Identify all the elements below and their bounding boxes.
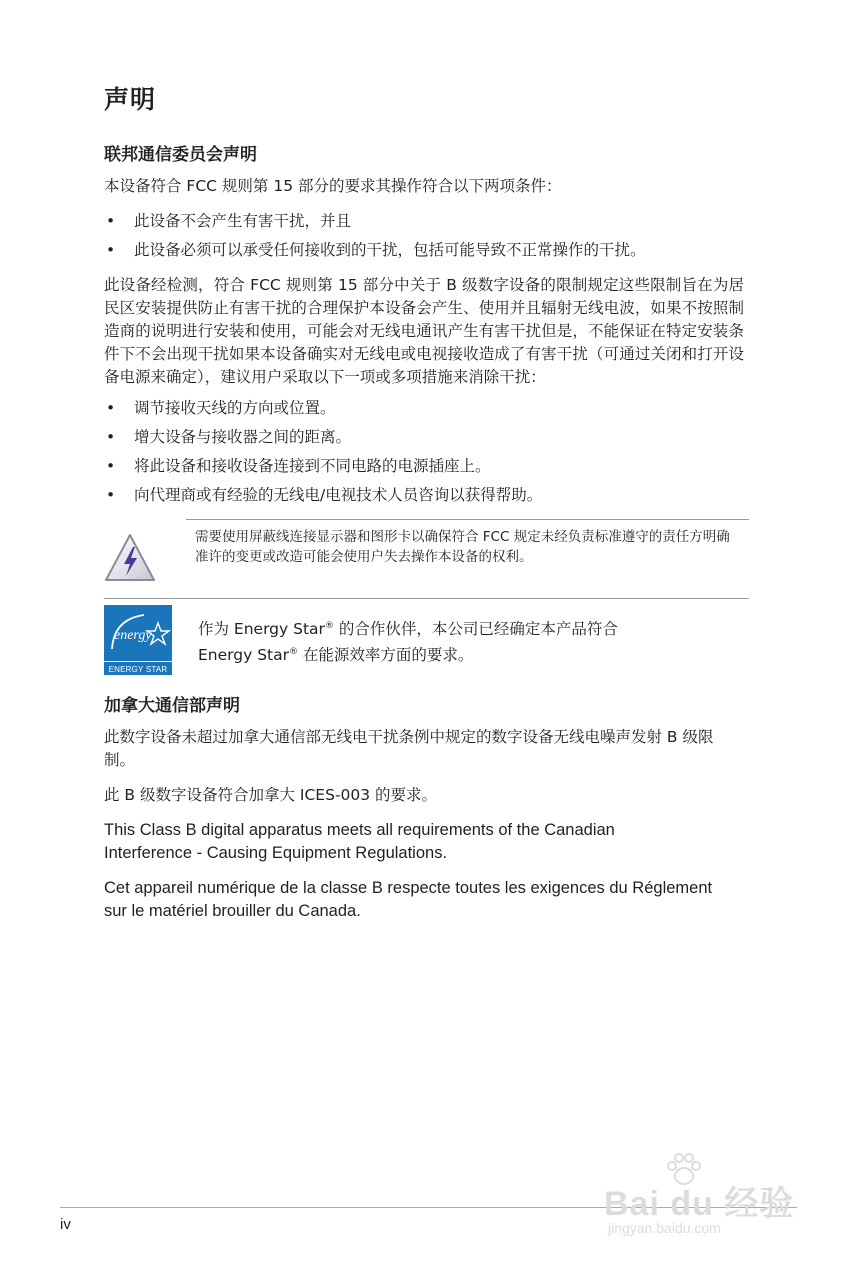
- fcc-measures-list: [104, 397, 744, 507]
- watermark: [604, 1152, 804, 1252]
- list-item: • 向代理商或有经验的无线电/电视技术人员咨询以获得帮助。: [104, 484, 744, 507]
- list-item: • 将此设备和接收设备连接到不同电路的电源插座上。: [104, 455, 744, 478]
- energy-star-line1-rest: 的合作伙伴，本公司已经确定本产品符合: [333, 620, 618, 639]
- divider: [104, 598, 749, 599]
- canada-paragraph-en: This Class B digital apparatus meets all requirements of the Canadian Interference - Causing Equipment Regulations.: [104, 821, 615, 862]
- list-item: • 此设备不会产生有害干扰，并且: [104, 210, 744, 233]
- energy-star-logo-label: ENERGY STAR: [108, 665, 168, 674]
- energy-star-line2: Energy Star: [198, 646, 289, 665]
- list-item: • 此设备必须可以承受任何接收到的干扰，包括可能导致不正常操作的干扰。: [104, 239, 694, 262]
- warning-icon: [104, 533, 156, 587]
- registered-mark: ®: [288, 647, 298, 658]
- svg-text:energy: energy: [114, 628, 152, 643]
- energy-star-line1: 作为 Energy Star: [198, 620, 325, 639]
- list-item: • 调节接收天线的方向或位置。: [104, 397, 744, 420]
- energy-star-text: [198, 615, 618, 667]
- fcc-paragraph: 此设备经检测，符合 FCC 规则第 15 部分中关于 B 级数字设备的限制规定这些限制旨在为居民区安装提供防止有害干扰的合理保护本设备会产生、使用并且辐射无线电波，如果不按照制造商的说明进行安装和使用，可能会对无线电通讯产生有害干扰但是，不能保证在特定安装条件下不会出现干扰如果本设备确实对无线电或电视接收造成了有害干扰（可通过关闭和打开设备电源来确定），建议用户采取以下一项或多项措施来消除干扰：: [104, 276, 744, 386]
- canada-paragraph-2: 此 B 级数字设备符合加拿大 ICES-003 的要求。: [104, 786, 438, 804]
- watermark-url: jingyan.baidu.com: [608, 1220, 721, 1236]
- page-title: 声明: [104, 85, 157, 114]
- canada-paragraph-fr: Cet appareil numérique de la classe B respecte toutes les exigences du Réglement sur le matériel brouiller du Canada.: [104, 879, 713, 920]
- energy-star-logo: [104, 605, 172, 675]
- warning-text: 需要使用屏蔽线连接显示器和图形卡以确保符合 FCC 规定未经负责标准遵守的责任方明确准许的变更或改造可能会使用户失去操作本设备的权利。: [195, 529, 730, 565]
- energy-star-section: [104, 603, 744, 677]
- canada-heading: 加拿大通信部声明: [104, 696, 240, 716]
- canada-paragraph-1: 此数字设备未超过加拿大通信部无线电干扰条例中规定的数字设备无线电噪声发射 B 级限制。: [104, 728, 714, 769]
- watermark-logo-text: Bai du 经验: [604, 1185, 795, 1223]
- warning-note: [104, 519, 744, 599]
- page-content: [104, 80, 744, 935]
- fcc-intro: 本设备符合 FCC 规则第 15 部分的要求其操作符合以下两项条件：: [104, 177, 562, 195]
- fcc-heading: 联邦通信委员会声明: [104, 145, 257, 165]
- fcc-conditions-list: [104, 210, 744, 262]
- energy-star-line2-rest: 在能源效率方面的要求。: [297, 646, 474, 665]
- list-item: • 增大设备与接收器之间的距离。: [104, 426, 744, 449]
- page-number: iv: [60, 1216, 71, 1233]
- registered-mark: ®: [324, 621, 334, 631]
- divider: [186, 519, 749, 520]
